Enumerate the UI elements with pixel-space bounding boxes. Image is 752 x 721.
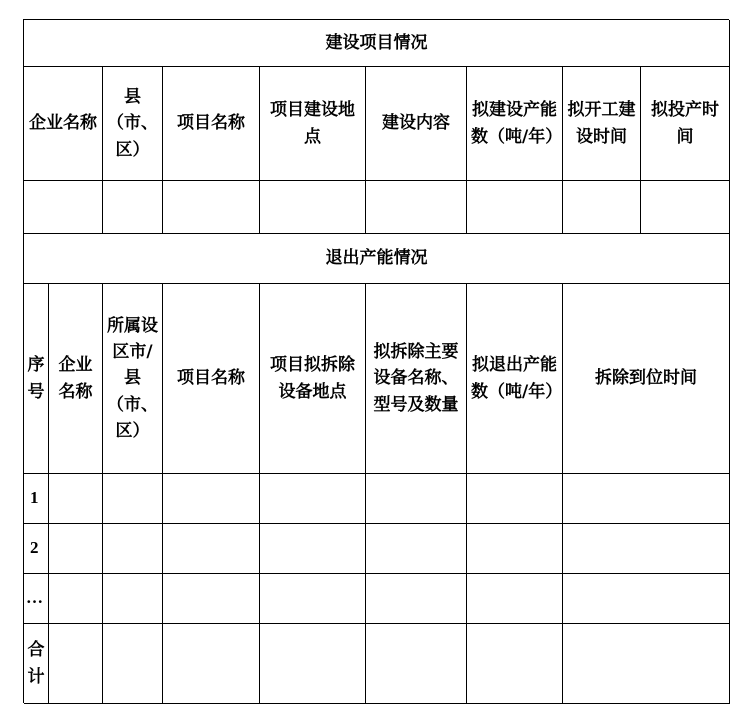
header-planned-start: 拟开工建设时间 [563,67,641,181]
table-cell [103,524,163,574]
table-cell [366,474,467,524]
table-cell [563,524,730,574]
header-demolish-location: 项目拟拆除设备地点 [260,284,366,474]
row-serial: 1 [24,474,49,524]
table-cell [163,474,260,524]
table-cell [563,624,730,704]
table-cell [24,181,103,234]
header-demolish-time: 拆除到位时间 [563,284,730,474]
header-company-name: 企业名称 [49,284,103,474]
table-cell [467,524,563,574]
table-cell [467,624,563,704]
table-cell [467,181,563,234]
header-planned-operation: 拟投产时间 [641,67,730,181]
header-build-content: 建设内容 [366,67,467,181]
table-cell [260,524,366,574]
table-cell [49,524,103,574]
header-exit-capacity: 拟退出产能数（吨/年） [467,284,563,474]
table-cell [163,574,260,624]
header-project-name: 项目名称 [163,67,260,181]
row-serial: … [24,574,49,624]
table-cell [163,624,260,704]
header-project-name: 项目名称 [163,284,260,474]
header-city-county: 所属设区市/县（市、区） [103,284,163,474]
row-total-label: 合计 [24,624,49,704]
table-cell [563,181,641,234]
table-cell [49,474,103,524]
table-cell [103,474,163,524]
table-cell [467,574,563,624]
table-cell [366,574,467,624]
table-cell [103,624,163,704]
table-cell [563,474,730,524]
table-cell [49,624,103,704]
table-cell [467,474,563,524]
table-cell [103,574,163,624]
section-title-exit-capacity: 退出产能情况 [24,234,730,284]
table-cell [366,524,467,574]
table-cell [49,574,103,624]
table-cell [641,181,730,234]
header-planned-capacity: 拟建设产能数（吨/年） [467,67,563,181]
table-cell [260,574,366,624]
table-cell [103,181,163,234]
table-cell [260,181,366,234]
table-cell [163,524,260,574]
row-serial: 2 [24,524,49,574]
header-company-name: 企业名称 [24,67,103,181]
section-title-construction: 建设项目情况 [24,20,730,67]
table-cell [163,181,260,234]
capacity-replacement-table [23,19,729,703]
table-cell [366,624,467,704]
header-county: 县（市、区） [103,67,163,181]
header-equipment: 拟拆除主要设备名称、型号及数量 [366,284,467,474]
table-cell [260,474,366,524]
header-serial: 序号 [24,284,49,474]
header-build-location: 项目建设地点 [260,67,366,181]
table-cell [366,181,467,234]
table-cell [260,624,366,704]
table-cell [563,574,730,624]
